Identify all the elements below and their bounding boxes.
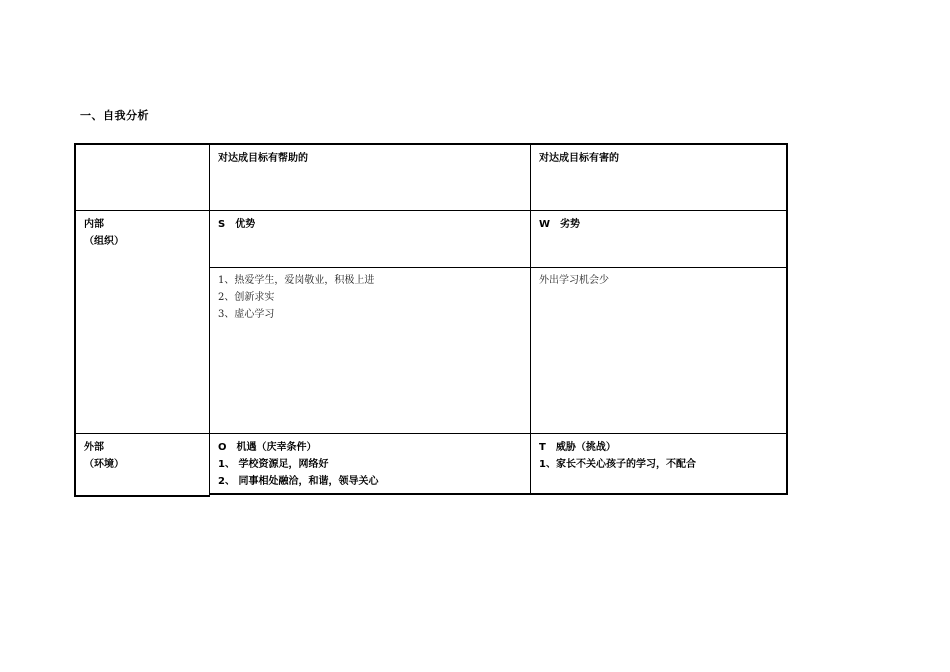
external-label-line1: 外部 bbox=[84, 442, 104, 453]
strengths-item: 2、创新求实 bbox=[218, 292, 275, 303]
weaknesses-title-text: W 劣势 bbox=[539, 219, 581, 230]
header-helpful bbox=[218, 150, 308, 167]
strengths-item: 1、热爱学生，爱岗敬业，积极上进 bbox=[218, 275, 375, 286]
table-divider-col2 bbox=[530, 144, 531, 494]
section-heading: 一、自我分析 bbox=[80, 109, 149, 122]
internal-label bbox=[84, 216, 124, 250]
strengths-title-text: S 优势 bbox=[218, 219, 256, 230]
weaknesses-title bbox=[539, 216, 580, 233]
opportunities-title: O 机遇（庆幸条件） bbox=[218, 442, 317, 453]
external-label bbox=[84, 439, 124, 473]
weaknesses-item: 外出学习机会少 bbox=[539, 275, 609, 286]
header-helpful-text: 对达成目标有帮助的 bbox=[218, 153, 308, 164]
table-border-right bbox=[786, 143, 788, 495]
external-label-line2: （环境） bbox=[84, 459, 124, 470]
weaknesses-list bbox=[539, 272, 609, 289]
table-border-bottom-left bbox=[74, 495, 210, 497]
opportunities-item: 2、 同事相处融洽，和谐，领导关心 bbox=[218, 476, 379, 487]
table-border-top bbox=[74, 143, 788, 145]
header-harmful bbox=[539, 150, 619, 167]
opportunities-cell bbox=[218, 439, 378, 490]
table-divider-row3 bbox=[75, 433, 787, 434]
strengths-list bbox=[218, 272, 374, 323]
opportunities-item: 1、 学校资源足，网络好 bbox=[218, 459, 329, 470]
table-divider-col1 bbox=[209, 144, 210, 494]
table-border-bottom-right bbox=[209, 493, 788, 495]
strengths-title bbox=[218, 216, 255, 233]
threats-cell bbox=[539, 439, 696, 473]
internal-label-line2: （组织） bbox=[84, 236, 124, 247]
header-harmful-text: 对达成目标有害的 bbox=[539, 153, 619, 164]
strengths-item: 3、虚心学习 bbox=[218, 309, 275, 320]
table-border-left bbox=[74, 143, 76, 497]
threats-title: T 威胁（挑战） bbox=[539, 442, 616, 453]
internal-label-line1: 内部 bbox=[84, 219, 104, 230]
table-divider-row2 bbox=[210, 267, 787, 268]
table-divider-row1 bbox=[75, 210, 787, 211]
threats-item: 1、家长不关心孩子的学习，不配合 bbox=[539, 459, 696, 470]
